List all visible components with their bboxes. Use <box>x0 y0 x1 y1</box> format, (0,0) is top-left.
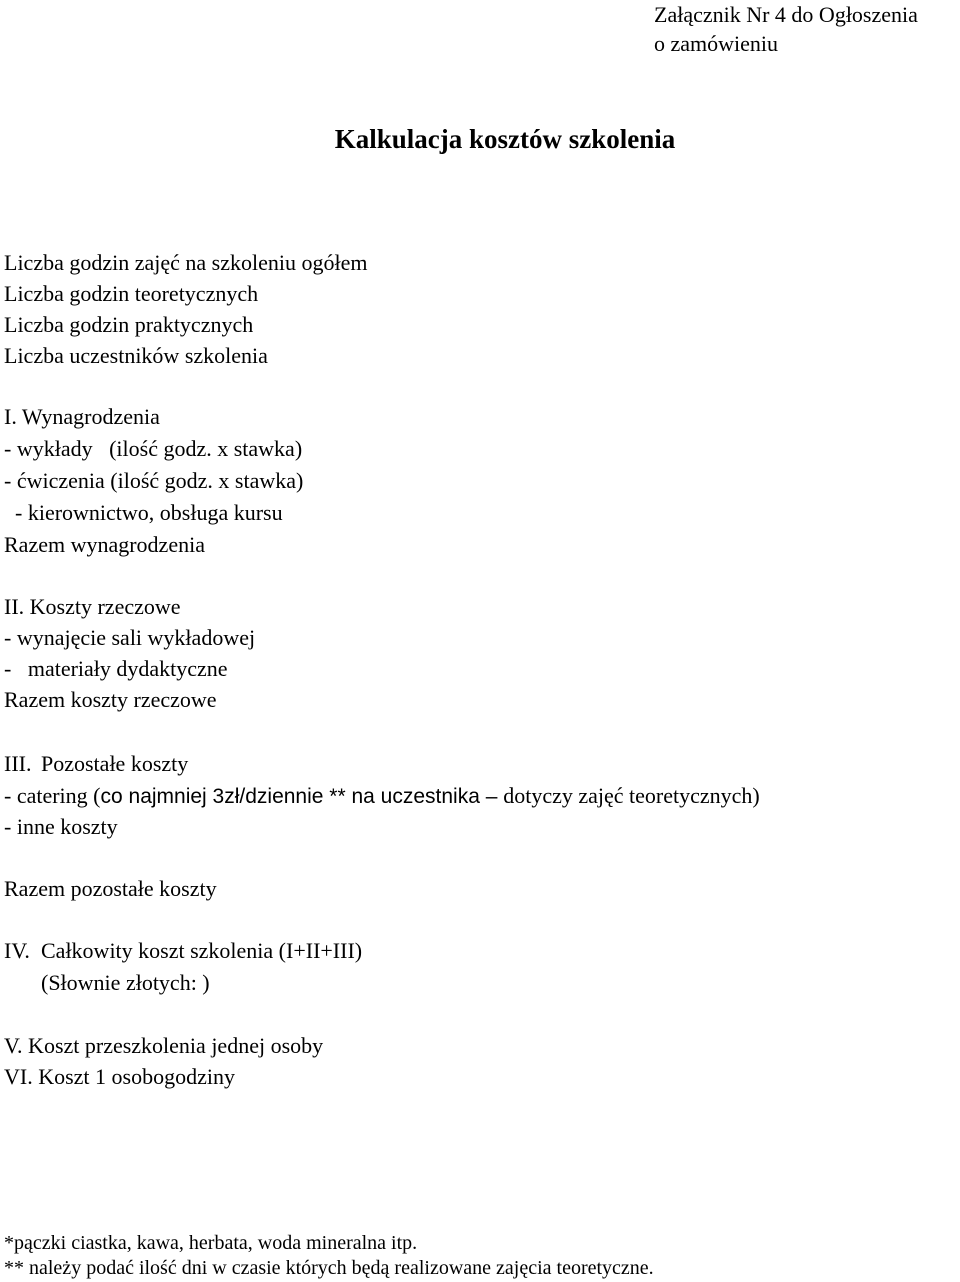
footnote-1: *pączki ciastka, kawa, herbata, woda mineralna itp. <box>4 1232 418 1254</box>
section-1-item-lectures: - wykłady (ilość godz. x stawka) <box>4 436 303 461</box>
section-3-catering-suffix: dotyczy zajęć teoretycznych) <box>503 783 760 808</box>
section-3-catering-mid: co najmniej 3zł/dziennie ** na uczestnika – <box>100 785 504 808</box>
section-2-item-materials: - materiały dydaktyczne <box>4 656 228 681</box>
section-3-total: Razem pozostałe koszty <box>4 876 217 901</box>
footnote-2: ** należy podać ilość dni w czasie których będą realizowane zajęcia teoretyczne. <box>4 1257 654 1279</box>
section-3-heading: Pozostałe koszty <box>41 751 189 776</box>
annex-line-2: o zamówieniu <box>654 31 779 56</box>
summary-practice-hours: Liczba godzin praktycznych <box>4 312 254 337</box>
section-1-item-exercises: - ćwiczenia (ilość godz. x stawka) <box>4 468 304 493</box>
section-6: VI. Koszt 1 osobogodziny <box>4 1064 235 1089</box>
summary-total-hours: Liczba godzin zajęć na szkoleniu ogółem <box>4 250 368 275</box>
section-1-total: Razem wynagrodzenia <box>4 532 205 557</box>
section-1-item-management: - kierownictwo, obsługa kursu <box>4 500 283 525</box>
summary-participants: Liczba uczestników szkolenia <box>4 343 268 368</box>
section-4-heading: Całkowity koszt szkolenia (I+II+III) <box>41 938 363 963</box>
section-5: V. Koszt przeszkolenia jednej osoby <box>4 1033 324 1058</box>
page-title: Kalkulacja kosztów szkolenia <box>334 124 676 154</box>
section-2-total: Razem koszty rzeczowe <box>4 687 217 712</box>
section-4-heading-line <box>4 935 362 966</box>
section-4-words: (Słownie złotych: ) <box>41 970 210 995</box>
summary-theory-hours: Liczba godzin teoretycznych <box>4 281 259 306</box>
section-3-other: - inne koszty <box>4 814 118 839</box>
section-3-catering-prefix: - catering ( <box>4 783 101 808</box>
annex-line-1: Załącznik Nr 4 do Ogłoszenia <box>654 2 918 27</box>
section-1-heading: I. Wynagrodzenia <box>4 404 160 429</box>
section-3-catering-line <box>4 780 760 812</box>
section-4-numeral: IV. <box>4 938 30 963</box>
section-3-heading-line <box>4 748 188 779</box>
section-3-numeral: III. <box>4 751 32 776</box>
section-2-heading: II. Koszty rzeczowe <box>4 594 181 619</box>
section-2-item-room: - wynajęcie sali wykładowej <box>4 625 256 650</box>
